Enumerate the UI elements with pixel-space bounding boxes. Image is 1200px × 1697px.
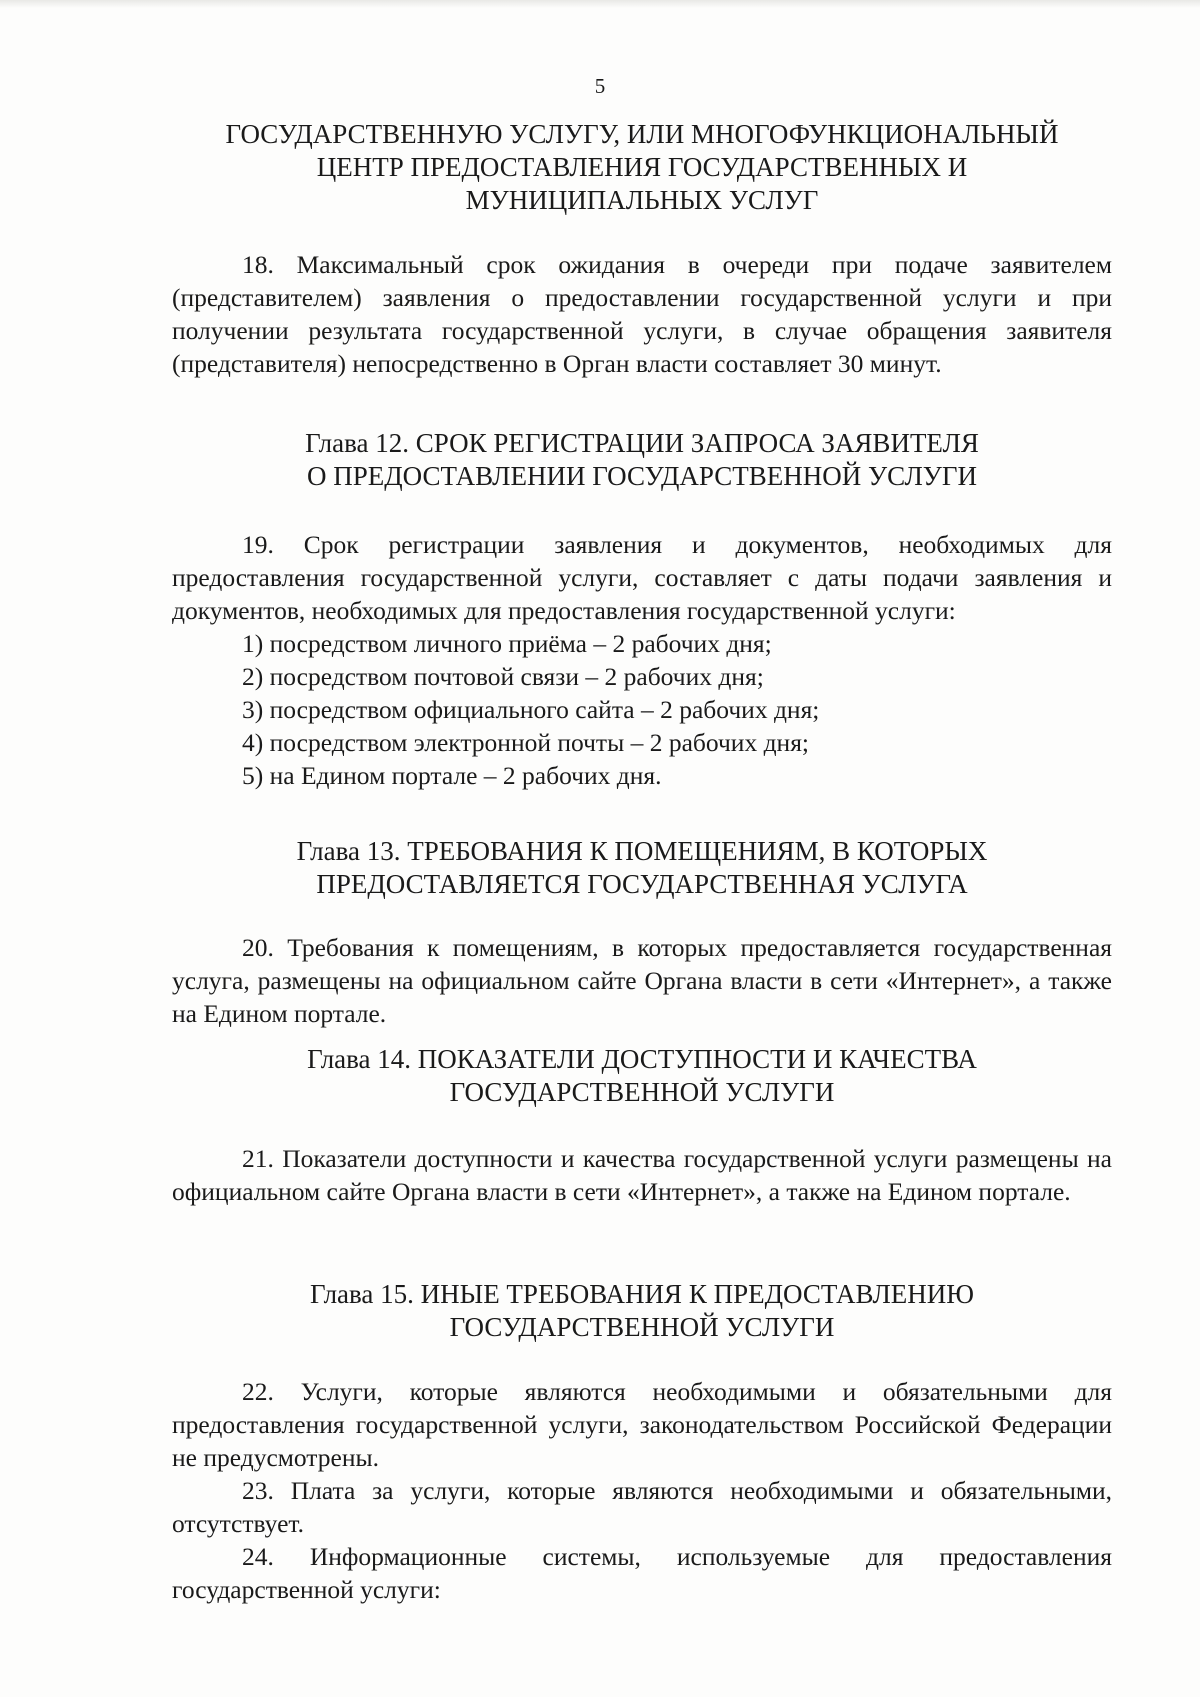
page-number: 5 (594, 74, 606, 98)
list-item: 3) посредством официального сайта – 2 рабочих дня; (242, 695, 820, 724)
chapter-13-heading-line-1: Глава 13. ТРЕБОВАНИЯ К ПОМЕЩЕНИЯМ, В КОТОРЫХ (296, 836, 988, 866)
list-item: 4) посредством электронной почты – 2 рабочих дня; (242, 728, 810, 757)
continued-heading (172, 118, 1112, 217)
chapter-12-heading-line-2: О ПРЕДОСТАВЛЕНИИ ГОСУДАРСТВЕННОЙ УСЛУГИ (307, 461, 977, 491)
paragraphs-22-24 (172, 1375, 1112, 1606)
scan-edge-shadow (0, 0, 1200, 8)
chapter-15-heading-line-2: ГОСУДАРСТВЕННОЙ УСЛУГИ (449, 1312, 835, 1342)
chapter-12-heading (172, 427, 1112, 493)
continued-heading-line-3: МУНИЦИПАЛЬНЫХ УСЛУГ (465, 185, 819, 215)
chapter-14-heading-line-2: ГОСУДАРСТВЕННОЙ УСЛУГИ (449, 1077, 835, 1107)
list-item: 1) посредством личного приёма – 2 рабочих дня; (242, 629, 772, 658)
paragraph-20 (172, 931, 1112, 1030)
paragraph-18 (172, 248, 1112, 380)
chapter-13-heading-line-2: ПРЕДОСТАВЛЯЕТСЯ ГОСУДАРСТВЕННАЯ УСЛУГА (316, 869, 968, 899)
chapter-14-heading-line-1: Глава 14. ПОКАЗАТЕЛИ ДОСТУПНОСТИ И КАЧЕСТВА (307, 1044, 977, 1074)
paragraph-19-text: 19. Срок регистрации заявления и документов, необходимых для предоставления государственной услуги, составляет с даты подачи заявления и документов, необходимых для предоставления государственной услуги: (172, 530, 1112, 625)
paragraph-20-text: 20. Требования к помещениям, в которых предоставляется государственная услуга, размещены на официальном сайте Органа власти в сети «Интернет», а также на Едином портале. (172, 933, 1112, 1028)
paragraph-18-text: 18. Максимальный срок ожидания в очереди при подаче заявителем (представителем) заявления о предоставлении государственной услуги и при получении результата государственной услуги, в случае обращения заявителя (представителя) непосредственно в Орган власти составляет 30 минут. (172, 250, 1112, 378)
continued-heading-line-2: ЦЕНТР ПРЕДОСТАВЛЕНИЯ ГОСУДАРСТВЕННЫХ И (316, 152, 968, 182)
chapter-13-heading (172, 835, 1112, 901)
chapter-12-heading-line-1: Глава 12. СРОК РЕГИСТРАЦИИ ЗАПРОСА ЗАЯВИТЕЛЯ (305, 428, 979, 458)
continued-heading-line-1: ГОСУДАРСТВЕННУЮ УСЛУГУ, ИЛИ МНОГОФУНКЦИОНАЛЬНЫЙ (225, 119, 1059, 149)
paragraph-22-text: 22. Услуги, которые являются необходимыми и обязательными для предоставления государственной услуги, законодательством Российской Федерации не предусмотрены. (172, 1377, 1112, 1472)
chapter-15-heading-line-1: Глава 15. ИНЫЕ ТРЕБОВАНИЯ К ПРЕДОСТАВЛЕНИЮ (309, 1279, 975, 1309)
chapter-15-heading (172, 1278, 1112, 1344)
paragraph-24-text: 24. Информационные системы, используемые для предоставления государственной услуги: (172, 1542, 1112, 1604)
paragraph-21-text: 21. Показатели доступности и качества государственной услуги размещены на официальном сайте Органа власти в сети «Интернет», а также на Едином портале. (172, 1144, 1112, 1206)
chapter-14-heading (172, 1043, 1112, 1109)
paragraph-23-text: 23. Плата за услуги, которые являются необходимыми и обязательными, отсутствует. (172, 1476, 1112, 1538)
list-item: 2) посредством почтовой связи – 2 рабочих дня; (242, 662, 764, 691)
paragraph-19 (172, 528, 1112, 792)
paragraph-21 (172, 1142, 1112, 1208)
list-item: 5) на Едином портале – 2 рабочих дня. (242, 761, 662, 790)
